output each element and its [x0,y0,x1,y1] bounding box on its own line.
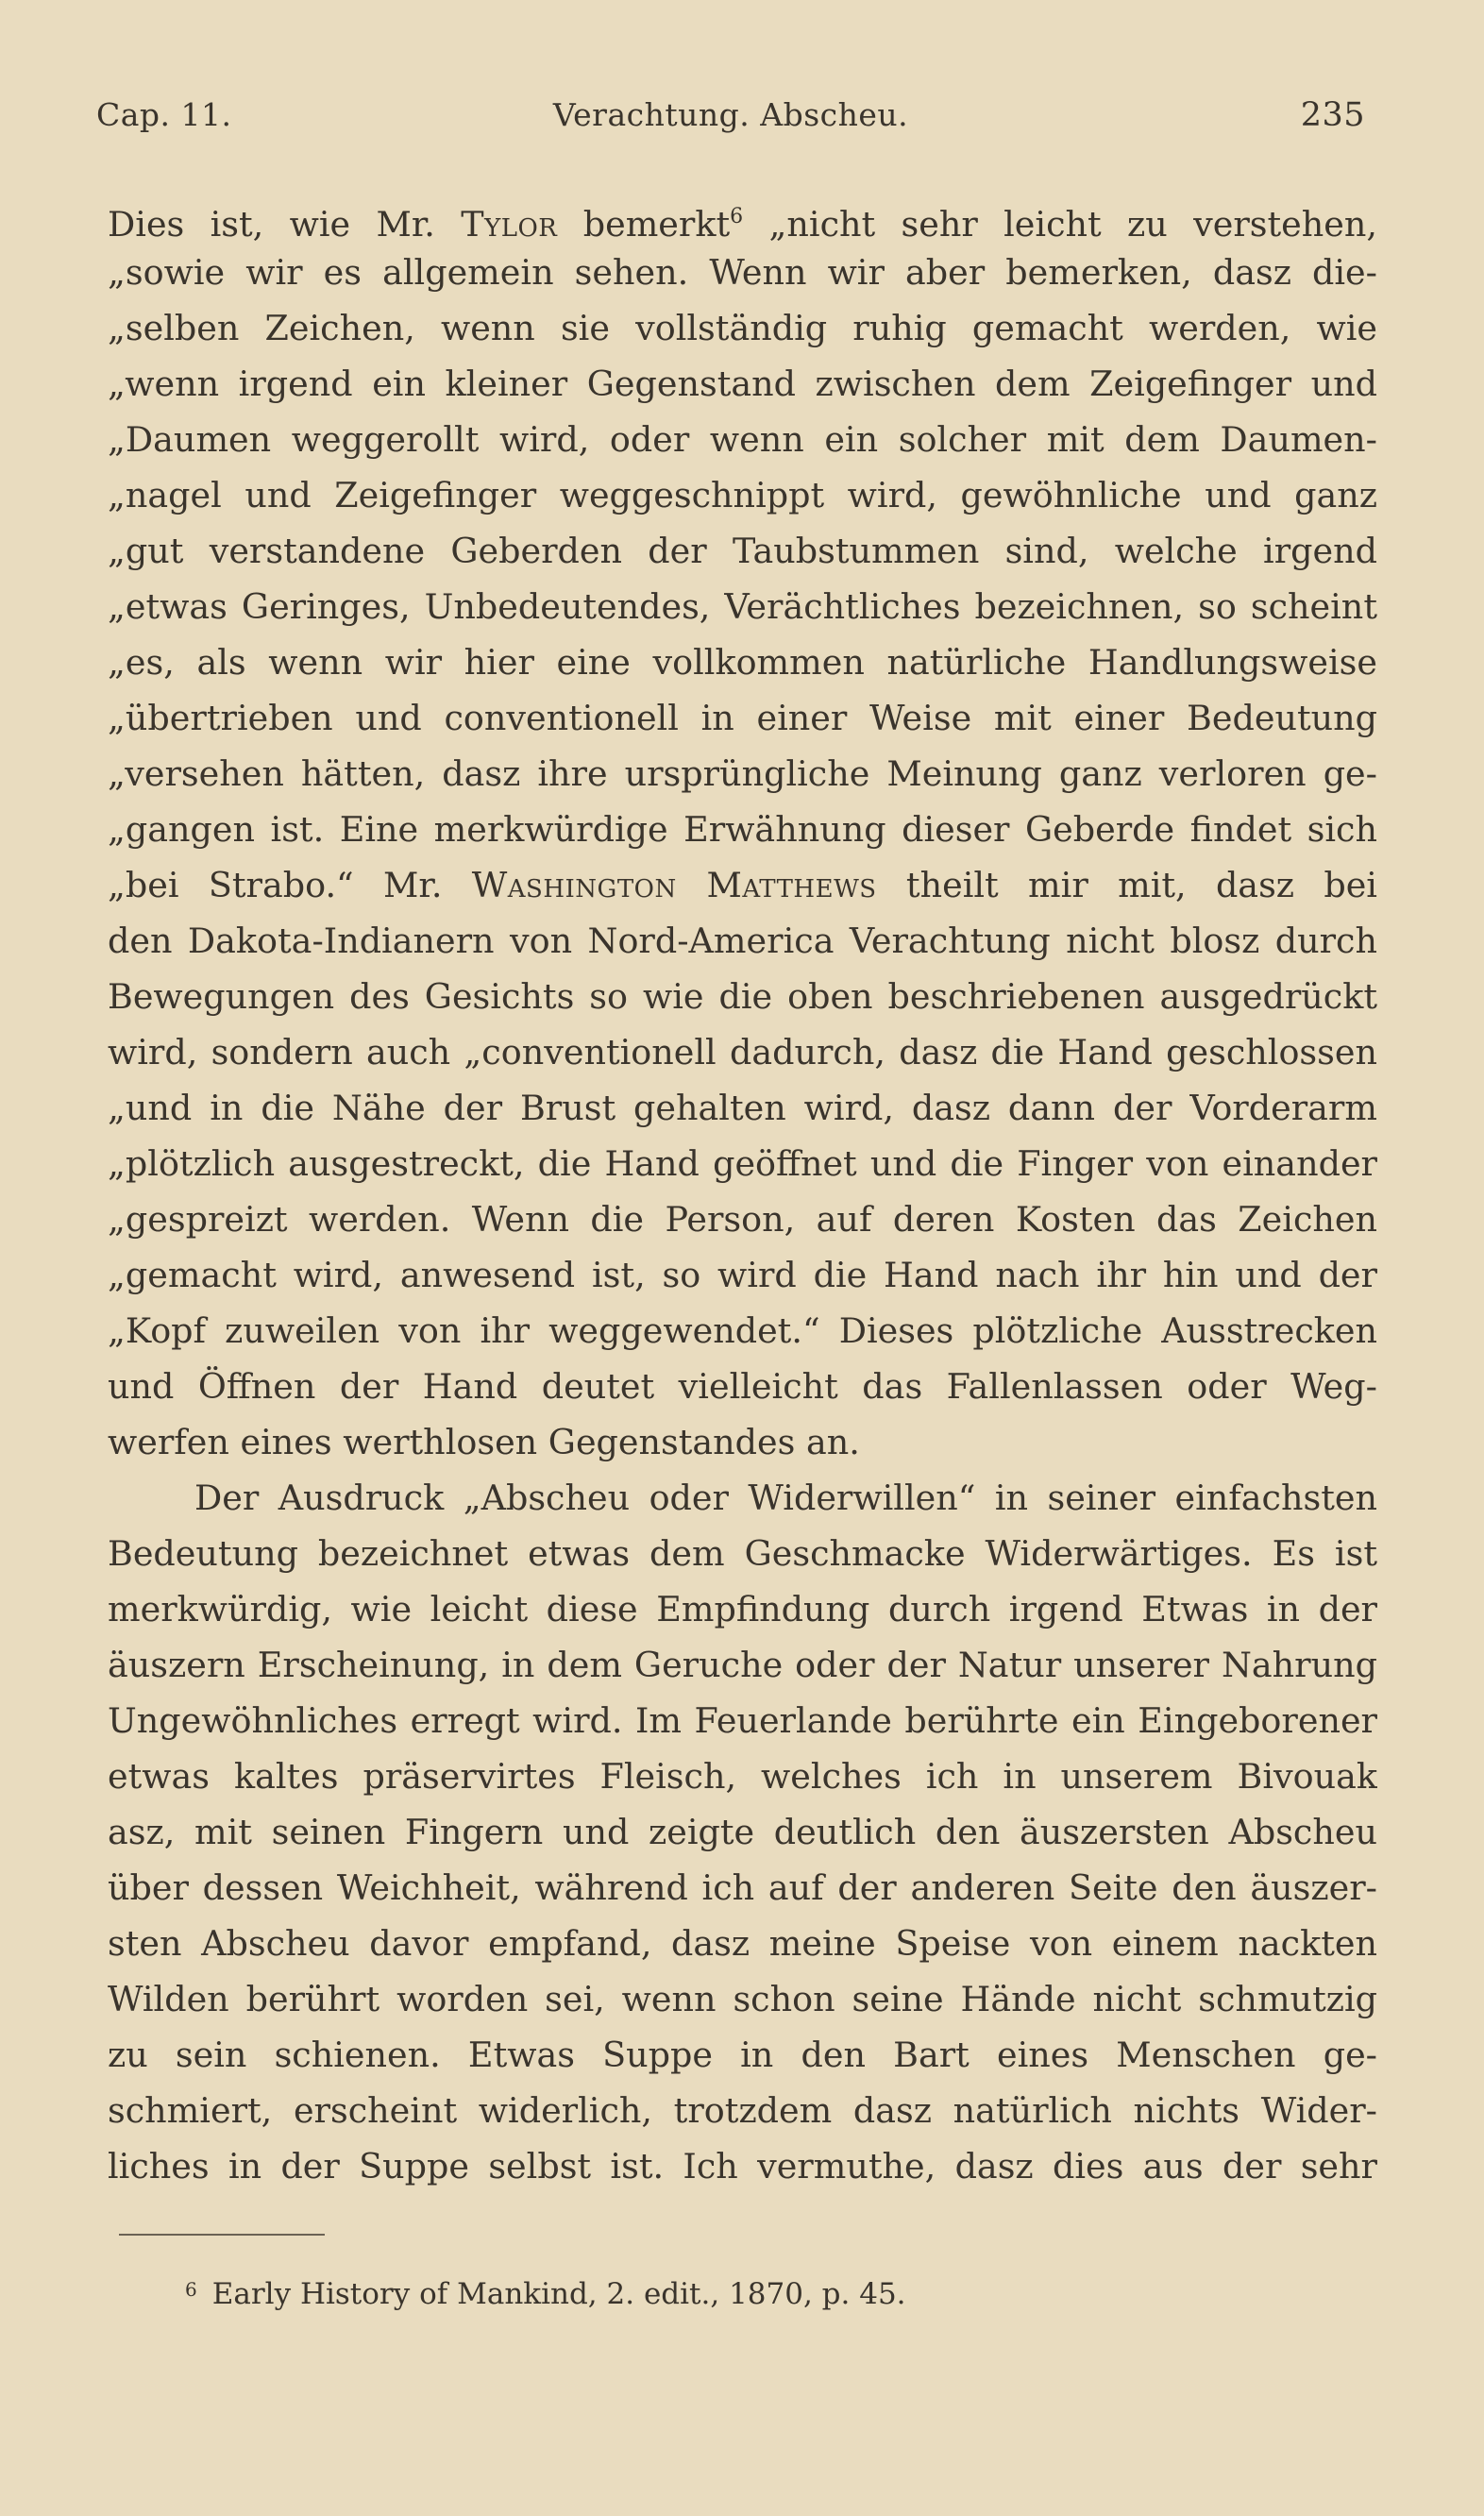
text-line-21: „Kopf zuweilen von ihr weggewendet.“ Dieses plötzliche Ausstrecken [108,1310,1377,1351]
text-line-6: „nagel und Zeigefinger weggeschnippt wird, gewöhnliche und ganz [108,475,1377,515]
text-line-22: und Öffnen der Hand deutet vielleicht das Fallenlassen oder Weg- [108,1366,1377,1407]
text-line-5: „Daumen weggerollt wird, oder wenn ein solcher mit dem Daumen- [108,419,1377,460]
text-line-1: Dies ist, wie Mr. Tylor bemerkt$^6$ „nicht sehr leicht zu verstehen, [108,204,1377,245]
text-line-30: asz, mit seinen Fingern und zeigte deutlich den äuszersten Abscheu [108,1812,1377,1852]
page-number: 235 [1300,96,1365,134]
text-line-10: „übertrieben und conventionell in einer Weise mit einer Bedeutung [108,698,1377,738]
text-line-20: „gemacht wird, anwesend ist, so wird die Hand nach ihr hin und der [108,1255,1377,1295]
running-title: Verachtung. Abscheu. [552,96,909,133]
footnote [185,2269,906,2315]
footnote-mark: 6 [185,2278,197,2301]
text-line-2: „sowie wir es allgemein sehen. Wenn wir aber bemerken, dasz die- [108,252,1377,293]
text-line-18: „plötzlich ausgestreckt, die Hand geöffnet und die Finger von einander [108,1143,1377,1184]
text-line-33: Wilden berührt worden sei, wenn schon seine Hände nicht schmutzig [108,1979,1377,2019]
text-line-3: „selben Zeichen, wenn sie vollständig ruhig gemacht werden, wie [108,308,1377,348]
text-line-35: schmiert, erscheint widerlich, trotzdem dasz natürlich nichts Wider- [108,2090,1377,2131]
text-line-19: „gespreizt werden. Wenn die Person, auf deren Kosten das Zeichen [108,1199,1377,1240]
text-line-24: Der Ausdruck „Abscheu oder Widerwillen“ in seiner einfachsten [194,1478,1377,1518]
text-line-23: werfen eines werthlosen Gegenstandes an. [108,1422,860,1462]
text-line-29: etwas kaltes präservirtes Fleisch, welches ich in unserem Bivouak [108,1756,1377,1797]
text-line-32: sten Abscheu davor empfand, dasz meine Speise von einem nackten [108,1923,1377,1964]
text-line-26: merkwürdig, wie leicht diese Empfindung durch irgend Etwas in der [108,1589,1377,1629]
text-line-15: Bewegungen des Gesichts so wie die oben beschriebenen ausgedrückt [108,976,1377,1017]
footnote-text: Early History of Mankind, 2. edit., 1870, p. 45. [211,2277,906,2311]
text-line-12: „gangen ist. Eine merkwürdige Erwähnung dieser Geberde findet sich [108,809,1377,850]
text-line-25: Bedeutung bezeichnet etwas dem Geschmacke Widerwärtiges. Es ist [108,1533,1377,1574]
author-name-tylor: Tylor [461,204,558,245]
footnote-rule [119,2234,325,2236]
text-line-36: liches in der Suppe selbst ist. Ich vermuthe, dasz dies aus der sehr [108,2146,1377,2187]
text-line-16: wird, sondern auch „conventionell dadurch, dasz die Hand geschlossen [108,1032,1377,1072]
chapter-label: Cap. 11. [96,96,232,133]
footnote-reference: 6 [730,205,744,228]
text-line-13: „bei Strabo.“ Mr. Washington Matthews theilt mir mit, dasz bei [108,865,1377,905]
text-line-11: „versehen hätten, dasz ihre ursprüngliche Meinung ganz verloren ge- [108,753,1377,794]
text-line-31: über dessen Weichheit, während ich auf der anderen Seite den äuszer- [108,1867,1377,1908]
text-line-4: „wenn irgend ein kleiner Gegenstand zwischen dem Zeigefinger und [108,363,1377,404]
text-line-9: „es, als wenn wir hier eine vollkommen natürliche Handlungsweise [108,642,1377,683]
text-line-7: „gut verstandene Geberden der Taubstummen sind, welche irgend [108,531,1377,571]
text-line-34: zu sein schienen. Etwas Suppe in den Bart eines Menschen ge- [108,2035,1377,2075]
text-line-28: Ungewöhnliches erregt wird. Im Feuerlande berührte ein Eingeborener [108,1700,1377,1741]
text-line-8: „etwas Geringes, Unbedeutendes, Verächtliches bezeichnen, so scheint [108,586,1377,627]
running-header [96,96,1365,144]
text-line-27: äuszern Erscheinung, in dem Geruche oder der Natur unserer Nahrung [108,1645,1377,1685]
author-name-matthews: Washington Matthews [471,865,877,905]
text-line-17: „und in die Nähe der Brust gehalten wird, dasz dann der Vorderarm [108,1088,1377,1128]
text-line-14: den Dakota-Indianern von Nord-America Verachtung nicht blosz durch [108,920,1377,961]
